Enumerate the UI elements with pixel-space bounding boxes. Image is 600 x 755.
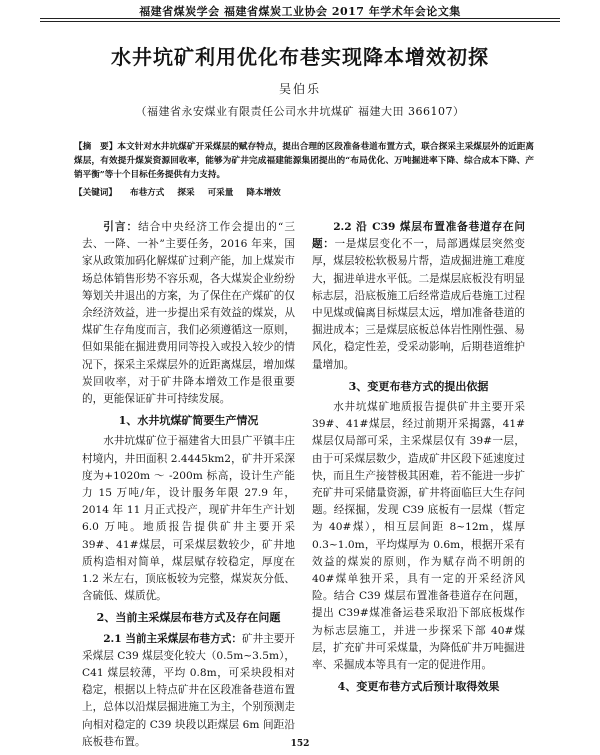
- affiliation: （福建省永安煤业有限责任公司水井坑煤矿 福建大田 366107）: [135, 105, 465, 118]
- abstract-label: 【摘 要】: [74, 142, 118, 152]
- keyword: 布巷方式: [129, 188, 165, 198]
- header-rule-top: [40, 18, 560, 19]
- header-rule-bottom: [40, 21, 560, 22]
- section-2-1-text: 矿井主要开采煤层 C39 煤层变化较大（0.5m~3.5m），C41 煤层较薄，平均 0.8m，可采块段相对稳定，根据以上特点矿井在区段准备巷道布置上，总体以沿煤层掘进施工为主，个别预测走向相对稳定的 C39 块段以距煤层 6m 间距沿底板巷布置。: [82, 632, 295, 748]
- author: 吴伯乐: [278, 82, 321, 96]
- section-2-2-label: 2.2 沿 C39 煤层布置准备巷道存在问题：: [312, 221, 525, 251]
- right-column: [312, 219, 525, 739]
- section-2-heading: 2、当前主采煤层布巷方式及存在问题: [96, 611, 281, 625]
- intro-text: 结合中央经济工作会提出的“三去、一降、一补”主要任务，2016 年来，国家从政策加码化解煤矿过剩产能，加上煤炭市场总体销售形势不容乐观，各大煤炭企业纷纷筹划关井退出的方案，为了保住在产煤矿的仅余经济效益，进一步提出采有效益的煤炭，从煤矿生存角度而言，我们必须遵循这一原则，但如果能在掘进费用同等投入或投入较少的情况下，探采主采煤层外的近距离煤层，增加煤炭回收率，对于矿井降本增效工作是很重要的，更能保证矿井可持续发展。: [82, 221, 295, 406]
- keyword: 探采: [177, 188, 195, 198]
- keyword: 可采量: [207, 188, 234, 198]
- keyword: 降本增效: [246, 188, 281, 198]
- section-1-text: 水井坑煤矿位于福建省大田县广平镇丰庄村境内，井田面积 2.4445km2，矿井开采深度为+1020m ～ -200m 标高，设计生产能力 15 万吨/年，设计服务年限 27.9 年，2014 年 11 月正式投产，现矿井年生产计划 6.0 万吨。地质报告提供矿井主要开采 39#、41#煤层，可采煤层数较少，矿井地质构造相对简单，煤层赋存较稳定，厚度在 1.2 米左右，顶底板较为完整，煤炭灰分低、含硫低、煤质优。: [82, 435, 295, 603]
- running-header: 福建省煤炭学会 福建省煤炭工业协会 2017 年学术年会论文集: [139, 5, 461, 18]
- intro-paragraph: [82, 219, 295, 408]
- section-2-1-paragraph: [82, 631, 295, 751]
- section-1-heading: 1、水井坑煤矿简要生产情况: [118, 414, 259, 428]
- section-2-1-label: 2.1 当前主采煤层布巷方式：: [103, 632, 242, 645]
- paper-title: 水井坑矿利用优化布巷实现降本增效初探: [111, 45, 489, 69]
- left-column: [82, 219, 295, 748]
- abstract: [74, 140, 534, 182]
- page-number: 152: [290, 739, 310, 749]
- intro-label: 引言：: [103, 221, 139, 233]
- section-3-heading: 3、变更布巷方式的提出依据: [348, 379, 489, 393]
- abstract-text: 本文针对水井坑煤矿开采煤层的赋存特点，提出合理的区段准备巷道布置方式，联合探采主采煤层外的近距离煤层，有效提升煤炭资源回收率，能够为矿井完成福建能源集团提出的“布局优化、万吨掘进率下降、综合成本下降、产销平衡”等十个目标任务提供有力支持。: [74, 142, 534, 180]
- keywords: [74, 186, 534, 198]
- section-3-text: 水井坑煤矿地质报告提供矿井主要开采 39#、41#煤层，经过前期开采揭露，41#煤层仅局部可采，主采煤层仅有 39#一层，由于可采煤层数少，造成矿井区段下延速度过快，而且生产接替极其困难，若不能进一步扩充矿井可采储量资源，矿井将面临巨大生存问题。经探掘，发现 C39 底板有一层煤（暂定为 40#煤），相互层间距 8~12m，煤厚 0.3~1.0m，平均煤厚为 0.6m，根据开采有效益的煤炭的原则，作为赋存尚不明朗的 40#煤单独开采，具有一定的开采经济风险。结合 C39 煤层布置准备巷道存在问题，提出 C39#煤准备运巷采取沿下部底板煤作为标志层施工，并进一步探采下部 40#煤层，扩充矿井可采煤量，为降低矿井万吨掘进率、采掘成本等具有一定的促进作用。: [312, 401, 525, 672]
- section-2-2-paragraph: [312, 219, 525, 374]
- section-2-2-text: 一是煤层变化不一，局部遇煤层突然变厚，煤层较松软极易片帮，造成掘进施工难度大，掘进单进水平低。二是煤层底板没有明显标志层，沿底板施工后经常造成后巷施工过程中见煤或偏离目标煤层太远，增加准备巷道的掘进成本；三是煤层底板总体岩性刚性强、易风化，稳定性差，受采动影响，后期巷道维护量增加。: [312, 238, 526, 371]
- keywords-label: 【关键词】: [74, 188, 117, 198]
- section-4-heading: 4、变更布巷方式后预计取得效果: [337, 680, 500, 694]
